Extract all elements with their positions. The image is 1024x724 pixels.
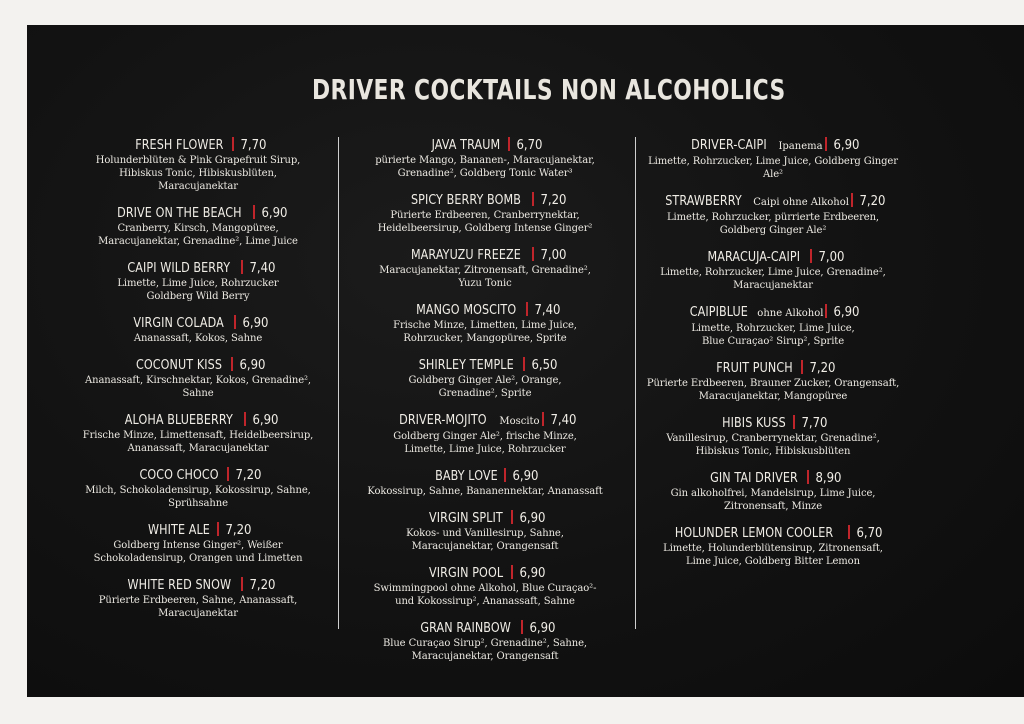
price-separator	[511, 510, 513, 524]
drink-price: 6,90	[252, 413, 279, 428]
drink-ingredients: Limette, Rohrzucker, pürrierte Erdbeeren, Goldberg Ginger Ale²	[667, 212, 879, 236]
menu-item-header	[354, 190, 616, 209]
menu-item-header	[642, 191, 904, 211]
drink-name: SPICY BERRY BOMB	[411, 193, 522, 208]
menu-item-header	[354, 245, 616, 264]
menu-item	[354, 190, 616, 235]
price-separator	[542, 412, 544, 426]
drink-price: 6,90	[519, 511, 546, 526]
drink-name: SHIRLEY TEMPLE	[418, 358, 514, 373]
drink-name: FRESH FLOWER	[134, 138, 224, 153]
drink-ingredients: Pürierte Erdbeeren, Sahne, Ananassaft, Maracujanektar	[98, 595, 298, 619]
drink-price: 6,50	[531, 358, 558, 373]
menu-item-header	[354, 135, 616, 154]
menu-item-header	[354, 410, 616, 430]
price-separator	[848, 525, 850, 539]
menu-item-header	[642, 523, 904, 542]
drink-name: CAIPIBLUE	[689, 305, 748, 320]
drink-name: MARACUJA-CAIPI	[707, 250, 801, 265]
menu-item-header	[642, 358, 904, 377]
menu-item	[67, 135, 329, 193]
menu-item	[642, 302, 904, 348]
menu-column-2	[354, 135, 616, 673]
menu-item-header	[67, 258, 329, 277]
menu-item	[354, 410, 616, 456]
menu-item	[642, 191, 904, 237]
menu-column-1	[67, 135, 329, 630]
drink-subtitle: Moscito	[499, 416, 540, 427]
drink-name: DRIVER-MOJITO	[399, 413, 488, 428]
drink-ingredients: Maracujanektar, Zitronensaft, Grenadine², Yuzu Tonic	[379, 265, 591, 289]
menu-item	[642, 523, 904, 568]
drink-ingredients: pürierte Mango, Bananen-, Maracujanektar, Grenadine², Goldberg Tonic Water³	[375, 155, 595, 179]
drink-price: 6,90	[519, 566, 546, 581]
drink-price: 7,40	[550, 413, 577, 428]
drink-name: VIRGIN SPLIT	[429, 511, 503, 526]
drink-ingredients: Limette, Holunderblütensirup, Zitronensaft, Lime Juice, Goldberg Bitter Lemon	[663, 543, 883, 567]
drink-ingredients: Ananassaft, Kokos, Sahne	[133, 333, 263, 344]
price-separator	[851, 193, 853, 207]
price-separator	[232, 137, 234, 151]
price-separator	[508, 137, 510, 151]
drink-price: 8,90	[815, 471, 842, 486]
drink-name: CAIPI WILD BERRY	[127, 261, 231, 276]
menu-item	[642, 468, 904, 513]
menu-item	[354, 135, 616, 180]
drink-ingredients: Milch, Schokoladensirup, Kokossirup, Sahne, Sprühsahne	[85, 485, 311, 509]
drink-ingredients: Pürierte Erdbeeren, Cranberrynektar, Heidelbeersirup, Goldberg Intense Ginger²	[377, 210, 593, 234]
drink-ingredients: Vanillesirup, Cranberrynektar, Grenadine², Hibiskus Tonic, Hibiskusblüten	[666, 433, 880, 457]
drink-name: MANGO MOSCITO	[415, 303, 517, 318]
menu-item	[67, 258, 329, 303]
column-divider	[338, 137, 339, 629]
drink-name: HIBIS KUSS	[722, 416, 786, 431]
price-separator	[253, 205, 255, 219]
drink-name: WHITE ALE	[148, 523, 210, 538]
drink-price: 6,90	[512, 469, 539, 484]
drink-ingredients: Limette, Rohrzucker, Lime Juice, Grenadine², Maracujanektar	[660, 267, 886, 291]
drink-ingredients: Goldberg Intense Ginger², Weißer Schokoladensirup, Orangen und Limetten	[93, 540, 303, 564]
drink-price: 7,20	[540, 193, 567, 208]
menu-item-header	[642, 135, 904, 155]
menu-item-header	[642, 247, 904, 266]
price-separator	[511, 565, 513, 579]
drink-name: GRAN RAINBOW	[420, 621, 512, 636]
drink-name: DRIVE ON THE BEACH	[116, 206, 242, 221]
menu-column-3	[642, 135, 904, 578]
drink-subtitle: Ipanema	[778, 141, 823, 152]
drink-ingredients: Gin alkoholfrei, Mandelsirup, Lime Juice, Zitronensaft, Minze	[670, 488, 876, 512]
price-separator	[244, 412, 246, 426]
drink-name: FRUIT PUNCH	[715, 361, 793, 376]
menu-item-header	[354, 300, 616, 319]
drink-price: 6,90	[261, 206, 288, 221]
menu-item	[354, 466, 616, 498]
drink-name: VIRGIN POOL	[428, 566, 504, 581]
menu-item	[354, 508, 616, 553]
drink-ingredients: Cranberry, Kirsch, Mangopüree, Maracujanektar, Grenadine², Lime Juice	[98, 223, 298, 247]
menu-item	[354, 618, 616, 663]
drink-name: BABY LOVE	[434, 469, 498, 484]
drink-name: STRAWBERRY	[665, 194, 742, 209]
drink-subtitle: Caipi ohne Alkohol	[753, 197, 849, 208]
drink-name: ALOHA BLUEBERRY	[124, 413, 234, 428]
menu-item	[67, 575, 329, 620]
drink-name: DRIVER-CAIPI	[691, 138, 768, 153]
menu-item-header	[642, 413, 904, 432]
drink-subtitle: ohne Alkohol	[757, 308, 824, 319]
price-separator	[793, 415, 795, 429]
price-separator	[825, 137, 827, 151]
drink-price: 6,70	[516, 138, 543, 153]
drink-price: 7,20	[249, 578, 276, 593]
drink-price: 7,20	[235, 468, 262, 483]
menu-item	[354, 355, 616, 400]
drink-price: 7,40	[249, 261, 276, 276]
price-separator	[523, 357, 525, 371]
drink-name: VIRGIN COLADA	[133, 316, 225, 331]
price-separator	[217, 522, 219, 536]
drink-price: 7,40	[534, 303, 561, 318]
drink-price: 7,20	[859, 194, 886, 209]
menu-item	[67, 313, 329, 345]
price-separator	[231, 357, 233, 371]
drink-name: COCO CHOCO	[139, 468, 219, 483]
menu-item	[354, 563, 616, 608]
menu-item	[67, 520, 329, 565]
price-separator	[532, 247, 534, 261]
menu-title: DRIVER COCKTAILS NON ALCOHOLICS	[312, 73, 786, 106]
drink-ingredients: Frische Minze, Limettensaft, Heidelbeersirup, Ananassaft, Maracujanektar	[82, 430, 314, 454]
menu-item-header	[67, 203, 329, 222]
menu-item	[642, 413, 904, 458]
menu-item-header	[354, 508, 616, 527]
menu-item	[354, 245, 616, 290]
drink-name: MARAYUZU FREEZE	[411, 248, 521, 263]
menu-item-header	[354, 355, 616, 374]
drink-ingredients: Kokossirup, Sahne, Bananennektar, Ananassaft	[367, 486, 603, 497]
drink-ingredients: Blue Curaçao Sirup², Grenadine², Sahne, Maracujanektar, Orangensaft	[382, 638, 588, 662]
drink-price: 7,70	[240, 138, 267, 153]
price-separator	[801, 360, 803, 374]
price-separator	[234, 315, 236, 329]
price-separator	[532, 192, 534, 206]
drink-price: 7,00	[818, 250, 845, 265]
menu-item	[67, 355, 329, 400]
drink-ingredients: Limette, Lime Juice, Rohrzucker Goldberg Wild Berry	[117, 278, 279, 302]
drink-ingredients: Goldberg Ginger Ale², frische Minze, Limette, Lime Juice, Rohrzucker	[393, 431, 577, 455]
column-divider	[635, 137, 636, 629]
menu-item	[67, 203, 329, 248]
drink-price: 6,90	[833, 305, 860, 320]
drink-ingredients: Limette, Rohrzucker, Lime Juice, Goldberg Ginger Ale²	[648, 156, 898, 180]
menu-item	[642, 135, 904, 181]
drink-price: 6,90	[239, 358, 266, 373]
drink-name: COCONUT KISS	[136, 358, 223, 373]
menu-item-header	[354, 618, 616, 637]
drink-price: 7,70	[801, 416, 828, 431]
menu-item-header	[67, 313, 329, 332]
menu-item-header	[67, 135, 329, 154]
price-separator	[825, 304, 827, 318]
drink-ingredients: Holunderblüten & Pink Grapefruit Sirup, Hibiskus Tonic, Hibiskusblüten, Maracujanektar	[95, 155, 301, 192]
drink-name: GIN TAI DRIVER	[710, 471, 798, 486]
price-separator	[526, 302, 528, 316]
menu-item-header	[67, 520, 329, 539]
menu-item-header	[354, 563, 616, 582]
price-separator	[521, 620, 523, 634]
menu-item	[67, 410, 329, 455]
drink-ingredients: Kokos- und Vanillesirup, Sahne, Maracujanektar, Orangensaft	[406, 528, 564, 552]
drink-ingredients: Ananassaft, Kirschnektar, Kokos, Grenadine², Sahne	[84, 375, 311, 399]
drink-price: 7,00	[540, 248, 567, 263]
drink-ingredients: Goldberg Ginger Ale², Orange, Grenadine², Sprite	[408, 375, 562, 399]
drink-name: JAVA TRAUM	[431, 138, 501, 153]
drink-price: 7,20	[225, 523, 252, 538]
drink-price: 6,70	[856, 526, 883, 541]
price-separator	[227, 467, 229, 481]
drink-name: HOLUNDER LEMON COOLER	[674, 526, 834, 541]
drink-ingredients: Swimmingpool ohne Alkohol, Blue Curaçao²- und Kokossirup², Ananassaft, Sahne	[373, 583, 597, 607]
drink-ingredients: Frische Minze, Limetten, Lime Juice, Rohrzucker, Mangopüree, Sprite	[393, 320, 577, 344]
drink-name: WHITE RED SNOW	[127, 578, 231, 593]
menu-item	[642, 247, 904, 292]
drink-price: 7,20	[808, 361, 836, 376]
price-separator	[241, 260, 243, 274]
drink-ingredients: Pürierte Erdbeeren, Brauner Zucker, Orangensaft, Maracujanektar, Mangopüree	[646, 378, 900, 402]
menu-item-header	[67, 465, 329, 484]
menu-item-header	[354, 466, 616, 485]
menu-item	[67, 465, 329, 510]
drink-price: 6,90	[833, 138, 860, 153]
menu-item-header	[642, 302, 904, 322]
menu-board	[27, 25, 1024, 697]
drink-ingredients: Limette, Rohrzucker, Lime Juice, Blue Curaçao² Sirup², Sprite	[691, 323, 855, 347]
menu-item	[354, 300, 616, 345]
drink-price: 6,90	[529, 621, 556, 636]
drink-price: 6,90	[242, 316, 269, 331]
menu-item-header	[67, 355, 329, 374]
price-separator	[241, 577, 243, 591]
menu-item-header	[67, 410, 329, 429]
menu-item-header	[642, 468, 904, 487]
menu-item	[642, 358, 904, 403]
price-separator	[504, 468, 506, 482]
price-separator	[807, 470, 809, 484]
menu-item-header	[67, 575, 329, 594]
price-separator	[810, 249, 812, 263]
